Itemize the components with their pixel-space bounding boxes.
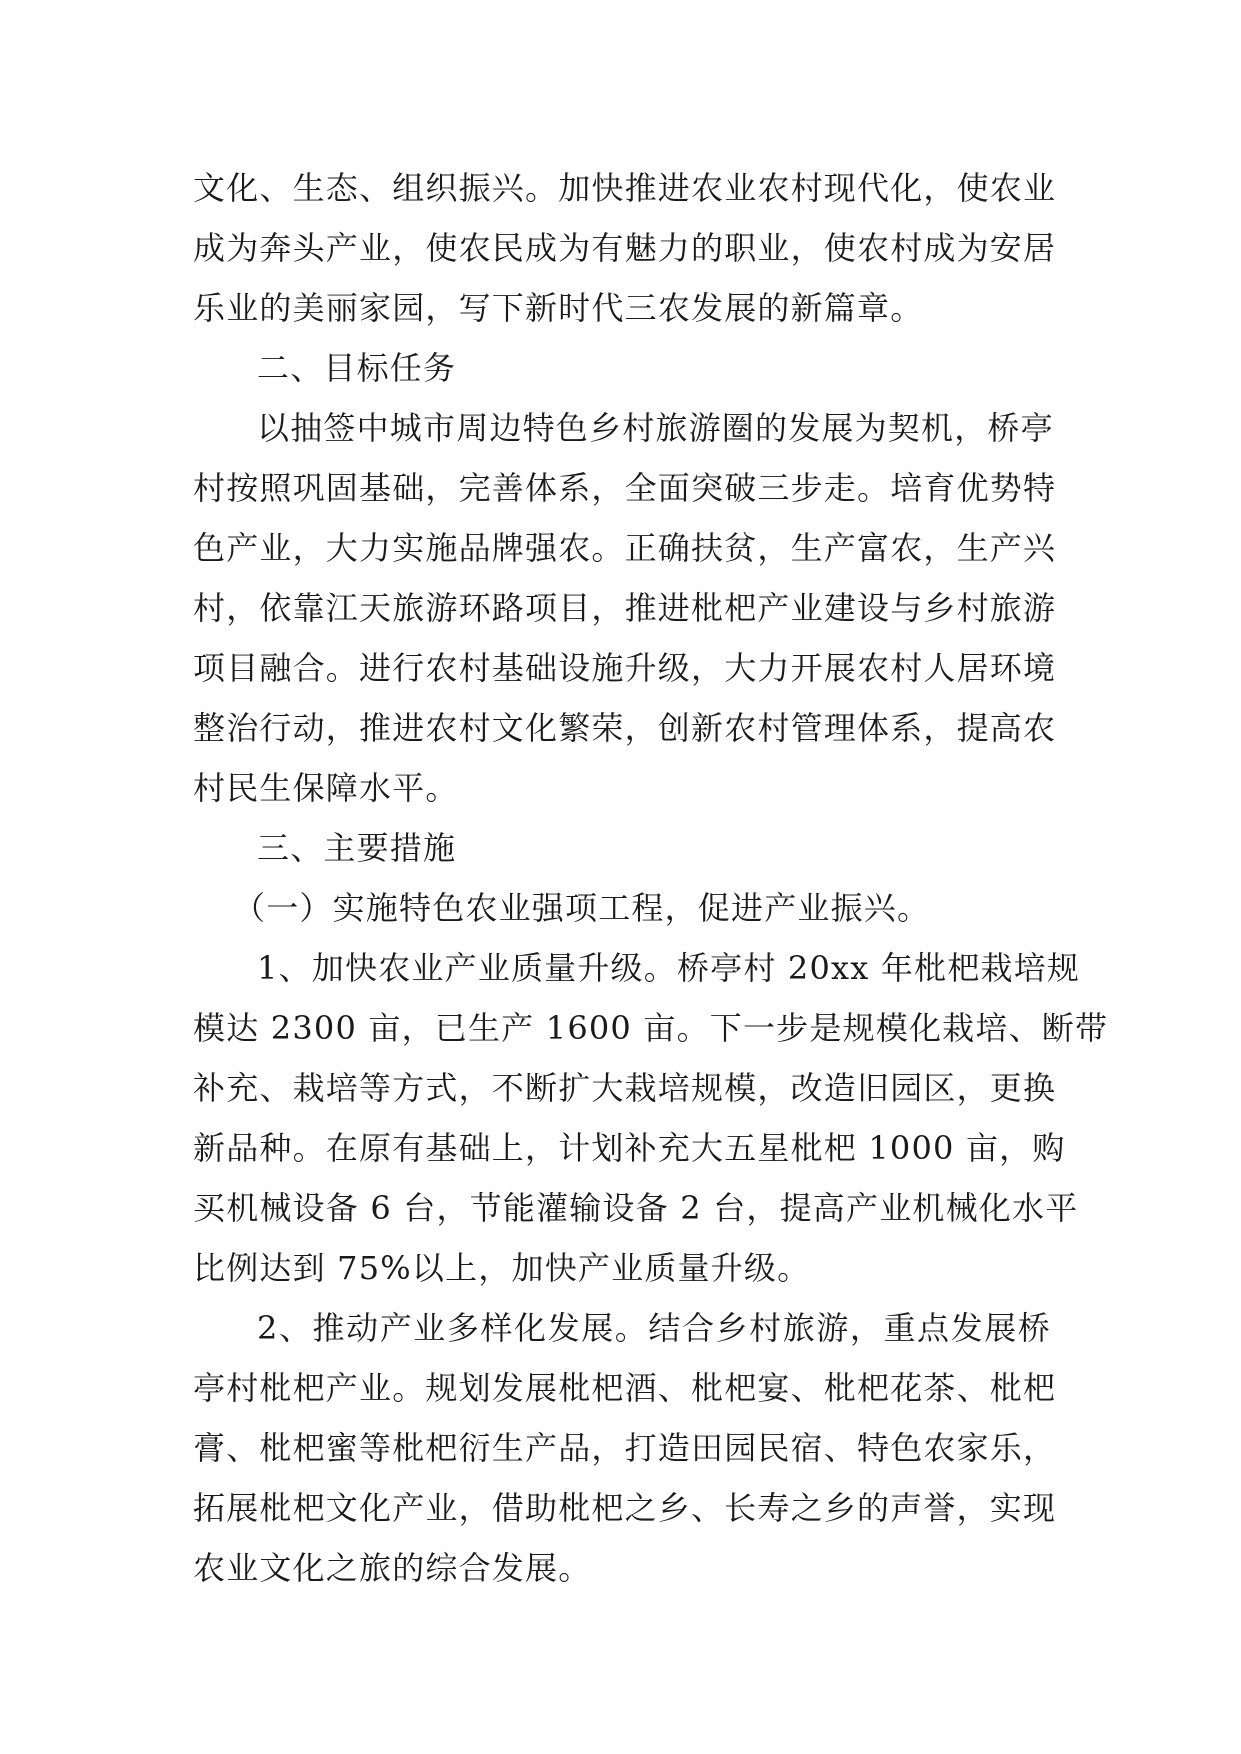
paragraph-line: 村民生保障水平。 — [193, 769, 459, 807]
paragraph-line: 农业文化之旅的综合发展。 — [193, 1549, 592, 1587]
document-body — [193, 158, 1109, 1598]
paragraph-line: 色产业，大力实施品牌强农。正确扶贫，生产富农，生产兴 — [193, 529, 1057, 567]
paragraph-line: 拓展枇杷文化产业，借助枇杷之乡、长寿之乡的声誉，实现 — [193, 1489, 1057, 1527]
paragraph-line: 亭村枇杷产业。规划发展枇杷酒、枇杷宴、枇杷花茶、枇杷 — [193, 1369, 1057, 1407]
section-heading-measures: 三、主要措施 — [257, 829, 457, 867]
paragraph-line: 成为奔头产业，使农民成为有魅力的职业，使农村成为安居 — [193, 229, 1057, 267]
paragraph-line: 2、推动产业多样化发展。结合乡村旅游，重点发展桥 — [257, 1309, 1051, 1347]
paragraph-line: 村按照巩固基础，完善体系，全面突破三步走。培育优势特 — [193, 469, 1057, 507]
paragraph-line: 乐业的美丽家园，写下新时代三农发展的新篇章。 — [193, 289, 924, 327]
paragraph-line: 整治行动，推进农村文化繁荣，创新农村管理体系，提高农 — [193, 709, 1057, 747]
paragraph-line: 1、加快农业产业质量升级。桥亭村 20xx 年枇杷栽培规 — [257, 949, 1081, 987]
paragraph-line: 以抽签中城市周边特色乡村旅游圈的发展为契机，桥亭 — [257, 409, 1054, 447]
paragraph-line: 新品种。在原有基础上，计划补充大五星枇杷 1000 亩，购 — [193, 1129, 1066, 1167]
paragraph-line: 文化、生态、组织振兴。加快推进农业农村现代化，使农业 — [193, 169, 1057, 207]
paragraph-line: 补充、栽培等方式，不断扩大栽培规模，改造旧园区，更换 — [193, 1069, 1057, 1107]
section-heading-goals: 二、目标任务 — [257, 349, 457, 387]
subsection-heading: （一）实施特色农业强项工程，促进产业振兴。 — [233, 889, 931, 927]
paragraph-line: 比例达到 75%以上，加快产业质量升级。 — [193, 1249, 811, 1287]
paragraph-line: 膏、枇杷蜜等枇杷衍生产品，打造田园民宿、特色农家乐， — [193, 1429, 1057, 1467]
paragraph-line: 买机械设备 6 台，节能灌输设备 2 台，提高产业机械化水平 — [193, 1189, 1079, 1227]
paragraph-line: 村，依靠江天旅游环路项目，推进枇杷产业建设与乡村旅游 — [193, 589, 1057, 627]
paragraph-line: 模达 2300 亩，已生产 1600 亩。下一步是规模化栽培、断带 — [193, 1009, 1109, 1047]
paragraph-line: 项目融合。进行农村基础设施升级，大力开展农村人居环境 — [193, 649, 1057, 687]
